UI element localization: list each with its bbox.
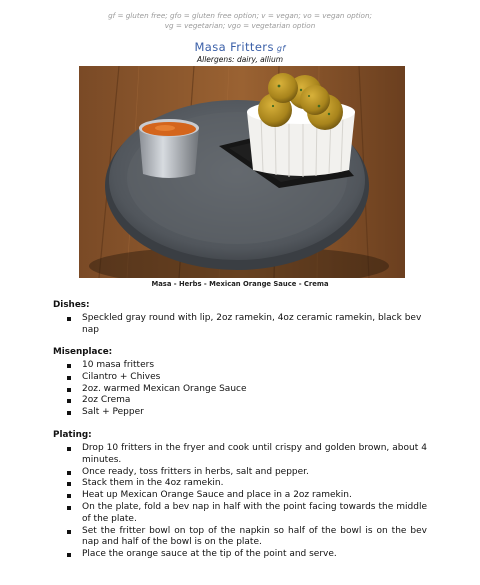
misenplace-list (67, 360, 427, 419)
list-item: Once ready, toss fritters in herbs, salt and pepper. (67, 467, 427, 479)
list-item: Speckled gray round with lip, 2oz ramekin, 4oz ceramic ramekin, black bev nap (67, 313, 427, 337)
diet-legend-line-1: gf = gluten free; gfo = gluten free option; v = vegan; vo = vegan option; (108, 11, 372, 20)
list-item: Place the orange sauce at the tip of the point and serve. (67, 549, 427, 561)
plating-list (67, 443, 427, 561)
list-item: 2oz Crema (67, 395, 427, 407)
plating-heading: Plating: (53, 430, 92, 440)
photo-caption: Masa - Herbs - Mexican Orange Sauce - Crema (151, 280, 329, 288)
list-item: Stack them in the 4oz ramekin. (67, 478, 427, 490)
list-item: On the plate, fold a bev nap in half with the point facing towards the middle of the plate. (67, 502, 427, 526)
dish-photo (79, 66, 405, 278)
misenplace-heading: Misenplace: (53, 347, 113, 357)
list-item: Heat up Mexican Orange Sauce and place in a 2oz ramekin. (67, 490, 427, 502)
allergens-line: Allergens: dairy, allium (197, 55, 283, 64)
diet-tag: gf (276, 44, 286, 53)
recipe-title-text: Masa Fritters (194, 40, 274, 54)
diet-legend (40, 11, 440, 31)
recipe-title (0, 40, 480, 54)
diet-legend-line-2: vg = vegetarian; vgo = vegetarian option (164, 21, 316, 30)
list-item: Drop 10 fritters in the fryer and cook until crispy and golden brown, about 4 minutes. (67, 443, 427, 467)
list-item: 10 masa fritters (67, 360, 427, 372)
dish-photo-image (79, 66, 405, 278)
list-item: 2oz. warmed Mexican Orange Sauce (67, 384, 427, 396)
list-item: Cilantro + Chives (67, 372, 427, 384)
list-item: Set the fritter bowl on top of the napkin so half of the bowl is on the bev nap and half of the bowl is on the plate. (67, 526, 427, 550)
list-item: Salt + Pepper (67, 407, 427, 419)
dishes-heading: Dishes: (53, 300, 90, 310)
dishes-list (67, 313, 427, 337)
